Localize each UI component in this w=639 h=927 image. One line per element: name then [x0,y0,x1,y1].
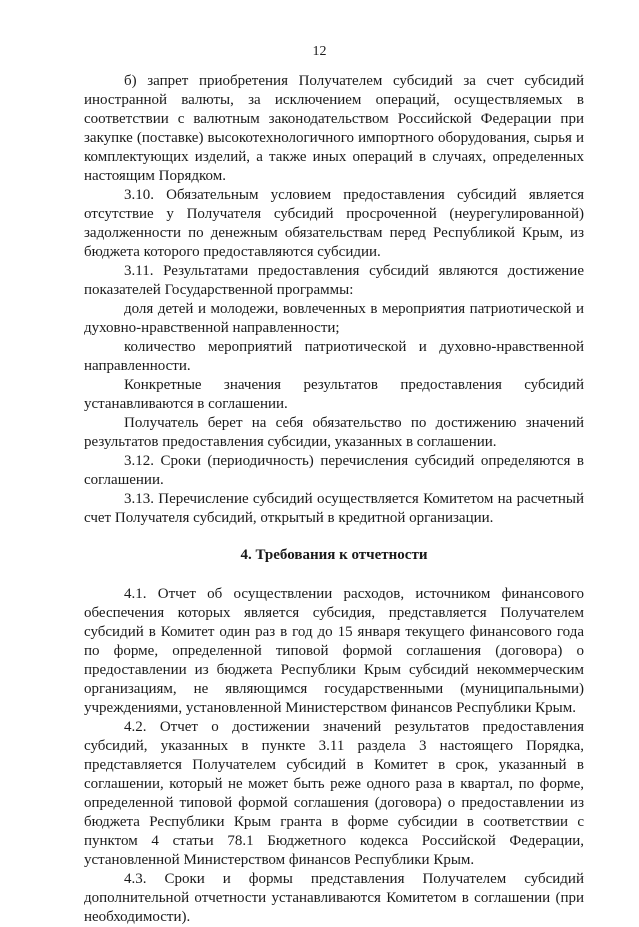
page-number: 12 [312,44,327,59]
paragraph-3-11: 3.11. Результатами предоставления субсидий являются достижение показателей Государственной программы: [84,263,584,298]
paragraph-result-count: количество мероприятий патриотической и духовно-нравственной направленности. [84,339,584,374]
paragraph-3-10: 3.10. Обязательным условием предоставления субсидий является отсутствие у Получателя субсидий просроченной (неурегулированной) задолженности по денежным обязательствам перед Республикой Крым, из бюджета которого предоставляются субсидии. [84,187,584,260]
paragraph-3-13: 3.13. Перечисление субсидий осуществляется Комитетом на расчетный счет Получателя субсидий, открытый в кредитной организации. [84,491,584,526]
paragraph-specific-values: Конкретные значения результатов предоставления субсидий устанавливаются в соглашении. [84,377,584,412]
paragraph-obligation: Получатель берет на себя обязательство по достижению значений результатов предоставления субсидии, указанных в соглашении. [84,415,584,450]
paragraph-result-share: доля детей и молодежи, вовлеченных в мероприятия патриотической и духовно-нравственной направленности; [84,301,584,336]
paragraph-4-1: 4.1. Отчет об осуществлении расходов, источником финансового обеспечения которых является субсидия, представляется Получателем субсидий в Комитет один раз в год до 15 января текущего финансового года по форме, определенной типовой формой соглашения (договора) о предоставлении из бюджета Республики Крым субсидий некоммерческим организациям, не являющимся государственными (муниципальными) учреждениями, установленной Министерством финансов Республики Крым. [84,586,584,716]
paragraph-3-9-b: б) запрет приобретения Получателем субсидий за счет субсидий иностранной валюты, за исключением операций, осуществляемых в соответствии с валютным законодательством Российской Федерации при закупке (поставке) высокотехнологичного импортного оборудования, сырья и комплектующих изделий, а также иных операций в случаях, определенных настоящим Порядком. [84,73,584,184]
paragraph-4-3: 4.3. Сроки и формы представления Получателем субсидий дополнительной отчетности устанавливаются Комитетом в соглашении (при необходимости). [84,871,584,925]
section-4-heading: 4. Требования к отчетности [240,547,428,563]
paragraph-4-2: 4.2. Отчет о достижении значений результатов предоставления субсидий, указанных в пункте 3.11 раздела 3 настоящего Порядка, представляется Получателем субсидий в Комитет в срок, указанный в соглашении, который не может быть реже одного раза в квартал, по форме, определенной типовой формой соглашения (договора) о предоставлении из бюджета Республики Крым гранта в форме субсидии в соответствии с пунктом 4 статьи 78.1 Бюджетного кодекса Российской Федерации, установленной Министерством финансов Республики Крым. [84,719,584,868]
paragraph-3-12: 3.12. Сроки (периодичность) перечисления субсидий определяются в соглашении. [84,453,584,488]
document-body [84,72,584,927]
